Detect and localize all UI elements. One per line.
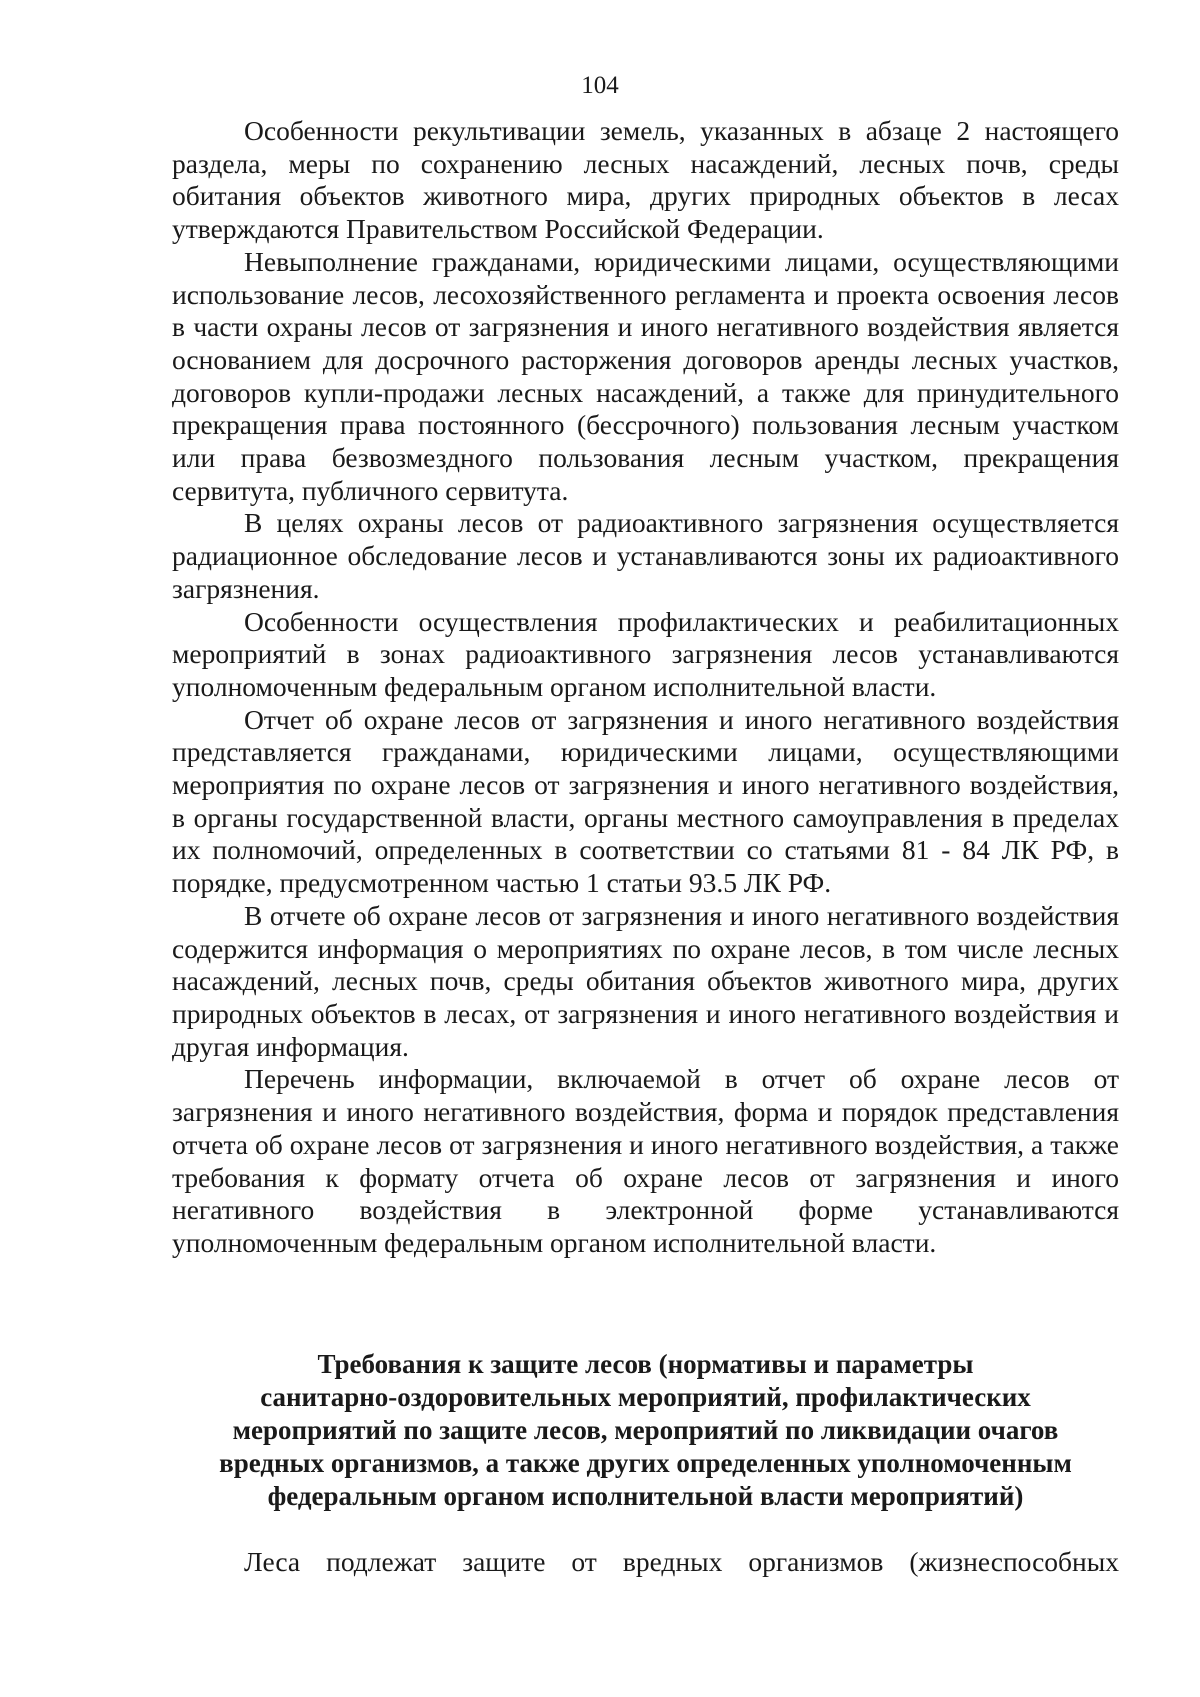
paragraph-rehabilitation: Особенности осуществления профилактических и реабилитационных мероприятий в зонах радиоактивного загрязнения лесов устанавливаются уполномоченным федеральным органом исполнительной власти. [172,605,1119,702]
heading-line: мероприятий по защите лесов, мероприятий по ликвидации очагов [232,1415,1059,1445]
page-number: 104 [581,72,619,99]
paragraph-radiation-survey: В целях охраны лесов от радиоактивного загрязнения осуществляется радиационное обследование лесов и устанавливаются зоны их радиоактивного загрязнения. [172,507,1119,604]
heading-line: федеральным органом исполнительной власти мероприятий) [267,1481,1024,1511]
paragraph-report-format: Перечень информации, включаемой в отчет об охране лесов от загрязнения и иного негативного воздействия, форма и порядок представления отчета об охране лесов от загрязнения и иного негативного воздействия, а также требования к формату отчета об охране лесов от загрязнения и иного негативного воздействия в электронной форме устанавливаются уполномоченным федеральным органом исполнительной власти. [172,1063,1119,1258]
heading-line: вредных организмов, а также других определенных уполномоченным [219,1448,1072,1478]
heading-line: санитарно-оздоровительных мероприятий, профилактических [260,1382,1031,1412]
body-text [172,115,1119,1260]
paragraph-noncompliance: Невыполнение гражданами, юридическими лицами, осуществляющими использование лесов, лесохозяйственного регламента и проекта освоения лесов в части охраны лесов от загрязнения и иного негативного воздействия является основанием для досрочного расторжения договоров аренды лесных участков, договоров купли-продажи лесных насаждений, а также для принудительного прекращения права постоянного (бессрочного) пользования лесным участком или права безвозмездного пользования лесным участком, прекращения сервитута, публичного сервитута. [172,245,1119,506]
heading-line: Требования к защите лесов (нормативы и параметры [317,1349,974,1379]
paragraph-pest-protection: Леса подлежат защите от вредных организмов (жизнеспособных [244,1546,1119,1577]
section-heading [172,1348,1119,1513]
paragraph-report-submission: Отчет об охране лесов от загрязнения и иного негативного воздействия представляется гражданами, юридическими лицами, осуществляющими мероприятия по охране лесов от загрязнения и иного негативного воздействия, в органы государственной власти, органы местного самоуправления в пределах их полномочий, определенных в соответствии со статьями 81 - 84 ЛК РФ, в порядке, предусмотренном частью 1 статьи 93.5 ЛК РФ. [172,703,1119,899]
paragraph-reclamation: Особенности рекультивации земель, указанных в абзаце 2 настоящего раздела, меры по сохранению лесных насаждений, лесных почв, среды обитания объектов животного мира, других природных объектов в лесах утверждаются Правительством Российской Федерации. [172,115,1119,245]
section-body [172,1546,1119,1579]
paragraph-report-contents: В отчете об охране лесов от загрязнения и иного негативного воздействия содержится информация о мероприятиях по охране лесов, в том числе лесных насаждений, лесных почв, среды обитания объектов животного мира, других природных объектов в лесах, от загрязнения и иного негативного воздействия и другая информация. [172,899,1119,1062]
